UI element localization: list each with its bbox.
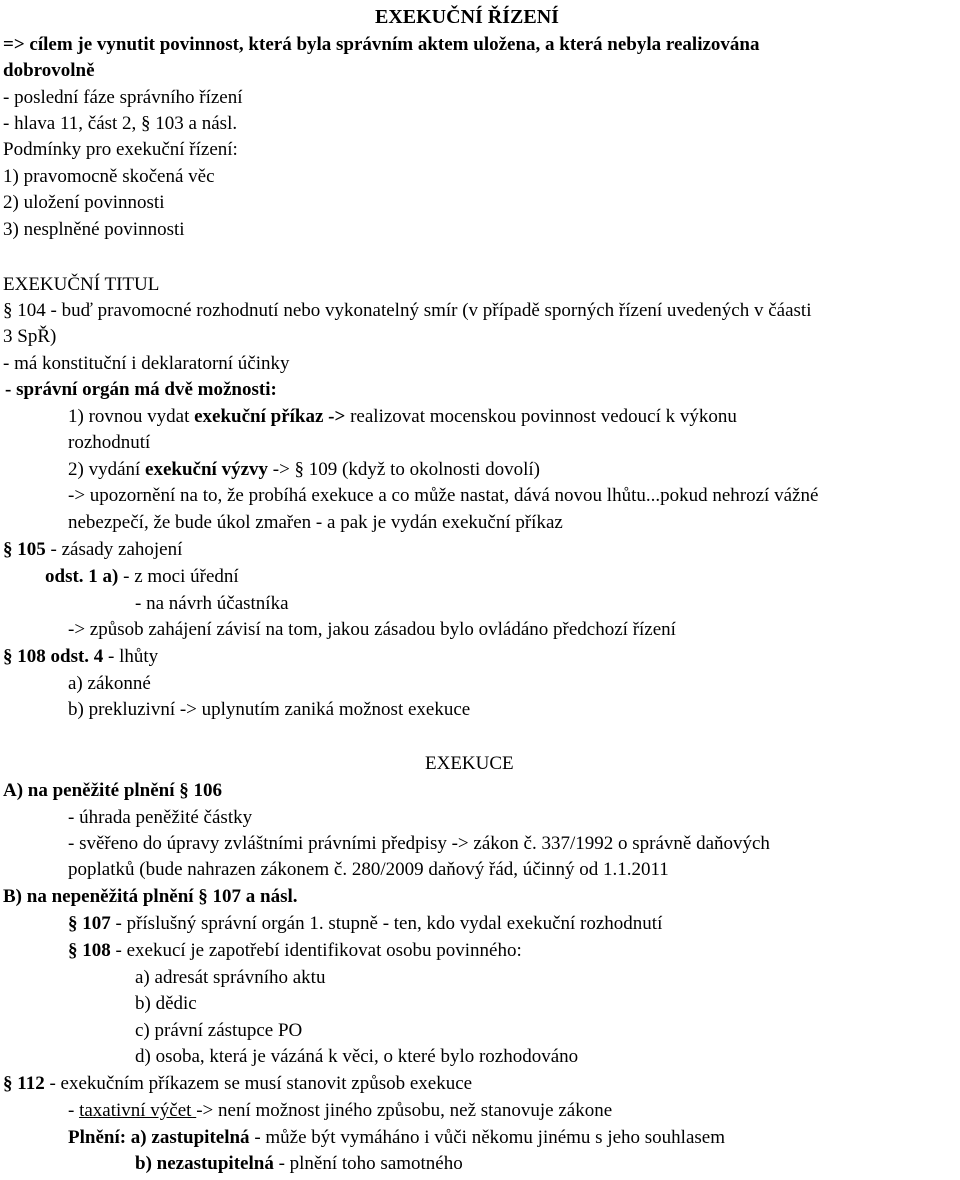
p112-text: - exekučním příkazem se musí stanovit způsob exekuce: [44, 1073, 473, 1094]
section-a-item-2-line-1: - svěřeno do úpravy zvláštními právními předpisy -> zákon č. 337/1992 o správně daňových: [68, 833, 770, 854]
option-2-line-2: -> upozornění na to, že probíhá exekuce a co může nastat, dává novou lhůtu...pokud nehrozí vážné: [68, 485, 819, 506]
performance-a-label: Plnění: a) zastupitelná: [68, 1127, 250, 1148]
option-2-bold: exekuční výzvy: [145, 459, 269, 480]
p108-item-b: b) prekluzivní -> uplynutím zaniká možnost exekuce: [68, 699, 471, 720]
p108-text: - lhůty: [103, 646, 159, 667]
obligor-item: c) právní zástupce PO: [135, 1020, 303, 1041]
p107-text: - příslušný správní orgán 1. stupně - ten, kdo vydal exekuční rozhodnutí: [110, 913, 663, 934]
p108-item-a: a) zákonné: [68, 673, 151, 694]
obligor-item: b) dědic: [135, 993, 197, 1014]
phase-line: - poslední fáze správního řízení: [3, 87, 243, 108]
section-b-heading: B) na nepeněžitá plnění § 107 a násl.: [3, 886, 298, 907]
condition-item: 3) nesplněné povinnosti: [3, 219, 185, 240]
performance-b-text: - plnění toho samotného: [273, 1153, 463, 1174]
p105-odst-text: - z moci úřední: [118, 566, 239, 587]
exekuce-heading: EXEKUCE: [425, 753, 514, 774]
p105-text: - zásady zahojení: [45, 539, 183, 560]
goal-line-2: dobrovolně: [3, 60, 95, 81]
p112-label: § 112: [3, 1073, 45, 1094]
p108-label: § 108 odst. 4: [3, 646, 104, 667]
taxative-line: [68, 1098, 612, 1124]
p108-identify-label: § 108: [68, 940, 111, 961]
option-2: [68, 457, 540, 483]
taxative-underlined: taxativní výčet: [79, 1100, 197, 1121]
document-title: EXEKUČNÍ ŘÍZENÍ: [375, 6, 559, 28]
condition-item: 1) pravomocně skočená věc: [3, 166, 215, 187]
p107-label: § 107: [68, 913, 111, 934]
titul-heading: EXEKUČNÍ TITUL: [3, 274, 160, 295]
options-heading: - správní orgán má dvě možnosti:: [5, 379, 277, 400]
option-1: [68, 404, 737, 430]
option-1-text: 1) rovnou vydat: [68, 406, 195, 427]
taxative-text: -> není možnost jiného způsobu, než stanovuje zákone: [196, 1100, 613, 1121]
obligor-item: a) adresát správního aktu: [135, 967, 326, 988]
p108-identify-text: - exekucí je zapotřebí identifikovat osobu povinného:: [110, 940, 522, 961]
condition-item: 2) uložení povinnosti: [3, 192, 165, 213]
conditions-heading: Podmínky pro exekuční řízení:: [3, 139, 238, 160]
performance-a-line: [68, 1125, 725, 1151]
p105-start: -> způsob zahájení závisí na tom, jakou zásadou bylo ovládáno předchozí řízení: [68, 619, 676, 640]
option-2-line-3: nebezpečí, že bude úkol zmařen - a pak je vydán exekuční příkaz: [68, 512, 563, 533]
section-a-item-2-line-2: poplatků (bude nahrazen zákonem č. 280/2009 daňový řád, účinný od 1.1.2011: [68, 859, 669, 880]
option-1-rest: realizovat mocenskou povinnost vedoucí k výkonu: [345, 406, 737, 427]
option-2-rest: -> § 109 (když to okolnosti dovolí): [268, 459, 540, 480]
option-1-line-2: rozhodnutí: [68, 432, 151, 453]
p108-heading: [3, 644, 158, 670]
p112-heading: [3, 1071, 472, 1097]
taxative-dash: -: [68, 1100, 80, 1121]
section-a-item-1: - úhrada peněžité částky: [68, 807, 253, 828]
p105-odst-label: odst. 1 a): [45, 566, 119, 587]
option-2-text: 2) vydání: [68, 459, 146, 480]
p105-heading: [3, 537, 182, 563]
p107-line: [68, 911, 662, 937]
p105-label: § 105: [3, 539, 46, 560]
p104-line-1: § 104 - buď pravomocné rozhodnutí nebo vykonatelný smír (v případě sporných řízení uvedených v čáasti: [3, 300, 812, 321]
section-a-heading: A) na peněžité plnění § 106: [3, 780, 223, 801]
p105-proposal: - na návrh účastníka: [135, 593, 289, 614]
p104-line-2: 3 SpŘ): [3, 326, 57, 347]
p105-odst: [45, 564, 239, 590]
option-1-bold: exekuční příkaz ->: [194, 406, 346, 427]
performance-a-text: - může být vymáháno i vůči někomu jinému s jeho souhlasem: [249, 1127, 725, 1148]
p108-identify-line: [68, 938, 522, 964]
chapter-line: - hlava 11, část 2, § 103 a násl.: [3, 113, 238, 134]
performance-b-label: b) nezastupitelná: [135, 1153, 274, 1174]
obligor-item: d) osoba, která je vázáná k věci, o které bylo rozhodováno: [135, 1046, 579, 1067]
effects-line: - má konstituční i deklaratorní účinky: [3, 353, 290, 374]
performance-b-line: [135, 1151, 463, 1177]
goal-line-1: => cílem je vynutit povinnost, která byla správním aktem uložena, a která nebyla realizována: [3, 34, 760, 55]
